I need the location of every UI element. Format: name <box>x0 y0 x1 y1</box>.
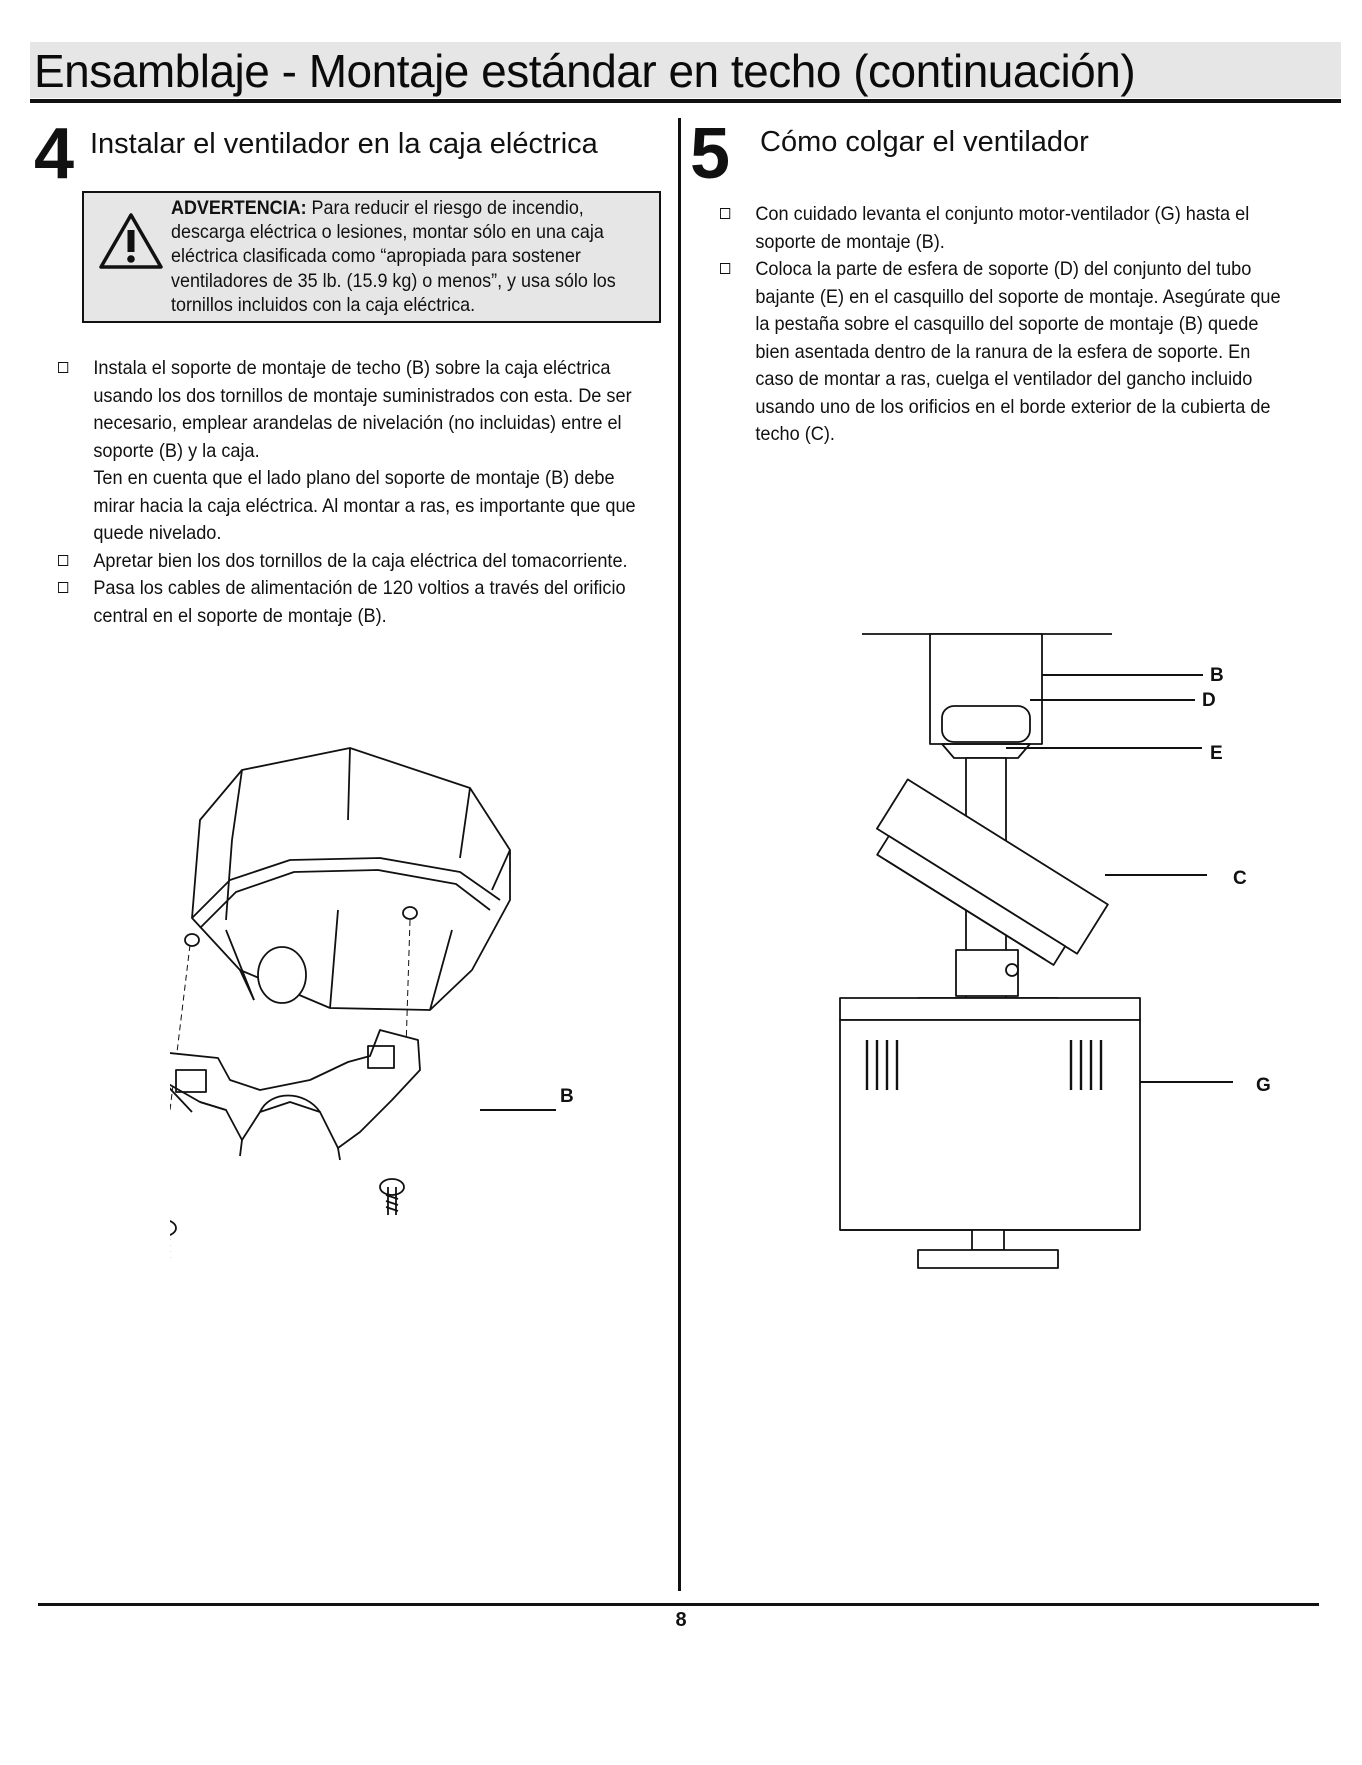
hanging-fan-illustration <box>830 630 1260 1270</box>
list-item <box>58 548 653 576</box>
callout-g: G <box>1256 1075 1271 1096</box>
warning-triangle-icon <box>98 212 164 270</box>
step-4-item-2-text: Apretar bien los dos tornillos de la caja eléctrica del tomacorriente. <box>93 549 628 572</box>
warning-label: ADVERTENCIA: <box>171 197 307 219</box>
list-item <box>720 256 1287 449</box>
footer-rule <box>38 1603 1319 1606</box>
callout-b-step4: B <box>560 1086 574 1107</box>
list-item <box>58 355 653 548</box>
step-5-list <box>720 201 1330 449</box>
checkbox-icon <box>720 208 730 219</box>
step-5-item-1-text: Con cuidado levanta el conjunto motor-ventilador (G) hasta el soporte de montaje (B). <box>755 203 1250 253</box>
step-5-title: Cómo colgar el ventilador <box>760 126 1089 158</box>
callout-d: D <box>1202 690 1216 711</box>
column-divider <box>678 118 681 1591</box>
checkbox-icon <box>58 362 68 373</box>
list-item <box>58 575 653 630</box>
step-4-title: Instalar el ventilador en la caja eléctrica <box>90 128 598 160</box>
checkbox-icon <box>58 582 68 593</box>
header-rule <box>30 99 1341 103</box>
step-5-number: 5 <box>690 114 731 194</box>
list-item <box>720 201 1287 256</box>
step-4-item-3-text: Pasa los cables de alimentación de 120 voltios a través del orificio central en el soporte de montaje (B). <box>93 577 626 627</box>
warning-text <box>171 196 618 317</box>
step-5-item-2-text: Coloca la parte de esfera de soporte (D) del conjunto del tubo bajante (E) en el casquillo del soporte de montaje. Asegúrate que la pestaña sobre el casquillo del soporte de montaje (B) quede bien asentada dentro de la ranura de la esfera de soporte. En caso de montar a ras, cuelga el ventilador del gancho incluido usando uno de los orificios en el borde exterior de la cubierta de techo (C). <box>755 258 1281 445</box>
callout-c: C <box>1233 868 1247 889</box>
electrical-box-bracket-illustration <box>170 740 610 1270</box>
callout-b-step5: B <box>1210 665 1224 686</box>
checkbox-icon <box>720 263 730 274</box>
step-4-item-1-text: Instala el soporte de montaje de techo (B) sobre la caja eléctrica usando los dos tornillos de montaje suministrados con esta. De ser necesario, emplear arandelas de nivelación (no incluidas) entre el soporte (B) y la caja. <box>93 357 632 462</box>
checkbox-icon <box>58 555 68 566</box>
page-number: 8 <box>675 1609 687 1631</box>
page-title: Ensamblaje - Montaje estándar en techo (continuación) <box>34 45 1136 97</box>
warning-body: Para reducir el riesgo de incendio, descarga eléctrica o lesiones, montar sólo en una caja eléctrica clasificada como “apropiada para sostener ventiladores de 35 lb. (15.9 kg) o menos”, y usa sólo los tornillos incluidos con la caja eléctrica. <box>171 197 616 316</box>
step-4-item-1-text2: Ten en cuenta que el lado plano del soporte de montaje (B) debe mirar hacia la caja eléctrica. Al montar a ras, es importante que que quede nivelado. <box>93 467 636 544</box>
step-4-list <box>58 355 698 630</box>
callout-e: E <box>1210 743 1223 764</box>
step-4-number: 4 <box>34 114 75 194</box>
